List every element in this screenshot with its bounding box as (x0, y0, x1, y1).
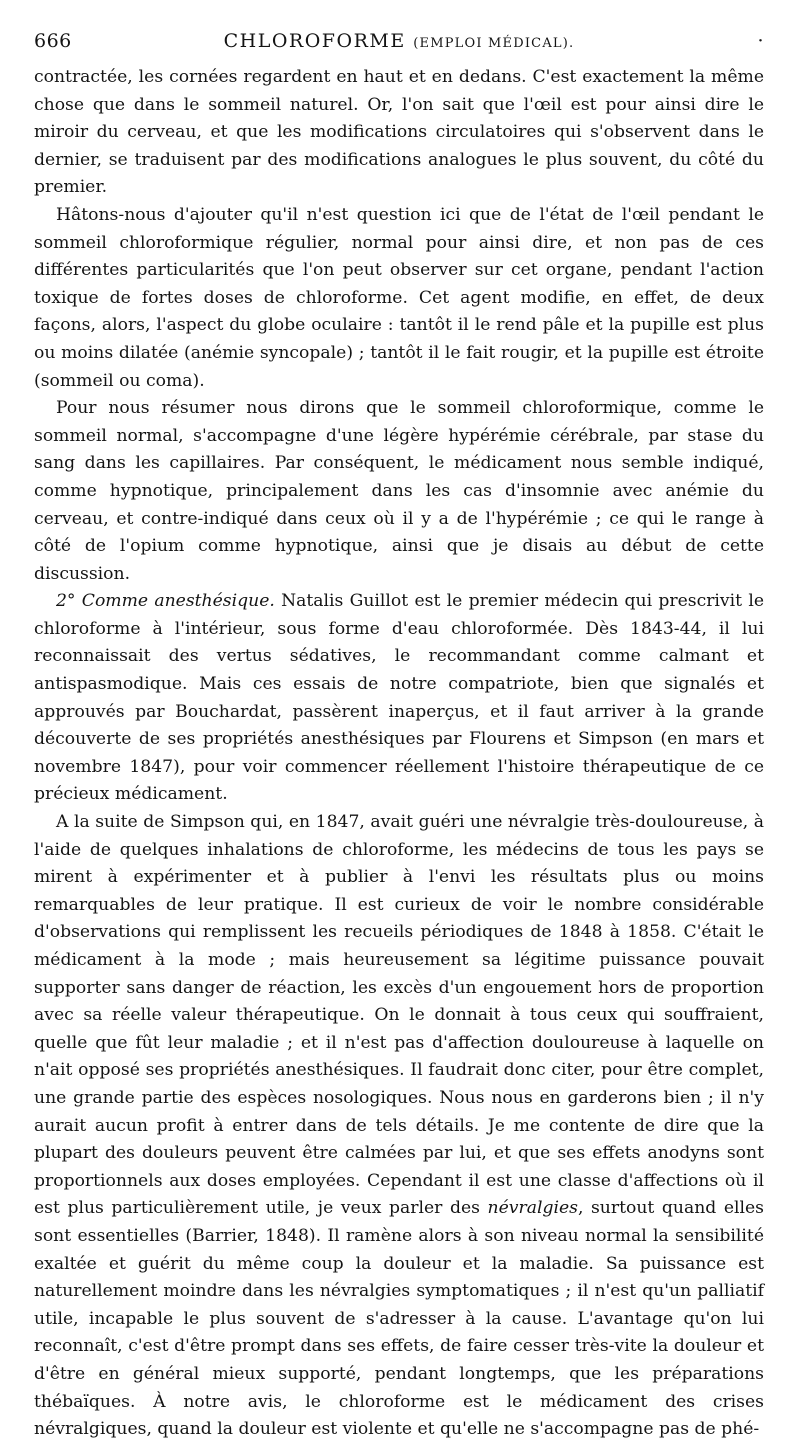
section-lead-in: 2° Comme anesthésique. (56, 591, 275, 612)
paragraph-neuralgia-text-2: , surtout quand elles sont essentielles (Barrier, 1848). Il ramène alors à son niveau normal la sensibilité exaltée et guérit du même coup la douleur et la maladie. Sa puissance est naturellement moindre dans les névralgies symptomatiques ; il n'est qu'un palliatif utile, incapable le plus souvent de s'adresser à la cause. L'avantage qu'on lui reconnaît, c'est d'être prompt dans ses effets, de faire cesser très-vite la douleur et d'être en général mieux supporté, pendant longtemps, que les préparations thébaïques. À notre avis, le chloroforme est le médicament des crises névralgiques, quand la douleur est violente et qu'elle ne s'accompagne pas de phé- (34, 1198, 765, 1440)
emphasis-nevralgies: névralgies (487, 1198, 578, 1219)
running-title-sub: (EMPLOI MÉDICAL). (413, 36, 575, 51)
body-text (34, 64, 764, 1444)
running-title (94, 30, 704, 52)
paragraph-anesthetic (34, 588, 764, 809)
paragraph-continued: contractée, les cornées regardent en haut et en dedans. C'est exactement la même chose que dans le sommeil naturel. Or, l'on sait que l'œil est pour ainsi dire le miroir du cerveau, et que les modifications circulatoires qui s'observent dans le dernier, se traduisent par des modifications analogues le plus souvent, du côté du premier. (34, 67, 764, 198)
paragraph-neuralgia (34, 809, 764, 1444)
running-title-main: CHLOROFORME (223, 30, 406, 52)
paragraph-eye-state: Hâtons-nous d'ajouter qu'il n'est question ici que de l'état de l'œil pendant le sommeil chloroformique régulier, normal pour ainsi dire, et non pas de ces différentes particularités que l'on peut observer sur cet organe, pendant l'action toxique de fortes doses de chloroforme. Cet agent modifie, en effet, de deux façons, alors, l'aspect du globe oculaire : tantôt il le rend pâle et la pupille est plus ou moins dilatée (anémie syncopale) ; tantôt il le fait rougir, et la pupille est étroite (sommeil ou coma). (34, 204, 764, 391)
page-number: 666 (34, 30, 72, 52)
running-head-mark: · (757, 30, 764, 52)
paragraph-neuralgia-text-1: A la suite de Simpson qui, en 1847, avait guéri une névralgie très-douloureuse, à l'aide de quelques inhalations de chloroforme, les médecins de tous les pays se mirent à expérimenter et à publier à l'envi les résultats plus ou moins remarquables de leur pratique. Il est curieux de voir le nombre considérable d'observations qui remplissent les recueils périodiques de 1848 à 1858. C'était le médicament à la mode ; mais heureusement sa légitime puissance pouvait supporter sans danger de réaction, les excès d'un engouement hors de proportion avec sa réelle valeur thérapeutique. On le donnait à tous ceux qui souffraient, quelle que fût leur maladie ; et il n'est pas d'affection douloureuse à laquelle on n'ait opposé ses propriétés anesthésiques. Il faudrait donc citer, pour être complet, une grande partie des espèces nosologiques. Nous nous en garderons bien ; il n'y aurait aucun profit à entrer dans de tels détails. Je me contente de dire que la plupart des douleurs peuvent être calmées par lui, et que ses effets anodyns sont proportionnels aux doses employées. Cependant il est une classe d'affections où il est plus particulièrement utile, je veux parler des (34, 812, 764, 1219)
paragraph-summary: Pour nous résumer nous dirons que le sommeil chloroformique, comme le sommeil normal, s'accompagne d'une légère hypérémie cérébrale, par stase du sang dans les capillaires. Par conséquent, le médicament nous semble indiqué, comme hypnotique, principalement dans les cas d'insomnie avec anémie du cerveau, et contre-indiqué dans ceux où il y a de l'hypérémie ; ce qui le range à côté de l'opium comme hypnotique, ainsi que je disais au début de cette discussion. (34, 398, 764, 584)
running-head (34, 30, 764, 64)
paragraph-anesthetic-text: Natalis Guillot est le premier médecin qui prescrivit le chloroforme à l'intérieur, sous forme d'eau chloroformée. Dès 1843-44, il lui reconnaissait des vertus sédatives, le recommandant comme calmant et antispasmodique. Mais ces essais de notre compatriote, bien que signalés et approuvés par Bouchardat, passèrent inaperçus, et il faut arriver à la grande découverte de ses propriétés anesthésiques par Flourens et Simpson (en mars et novembre 1847), pour voir commencer réellement l'histoire thérapeutique de ce précieux médicament. (34, 591, 764, 805)
